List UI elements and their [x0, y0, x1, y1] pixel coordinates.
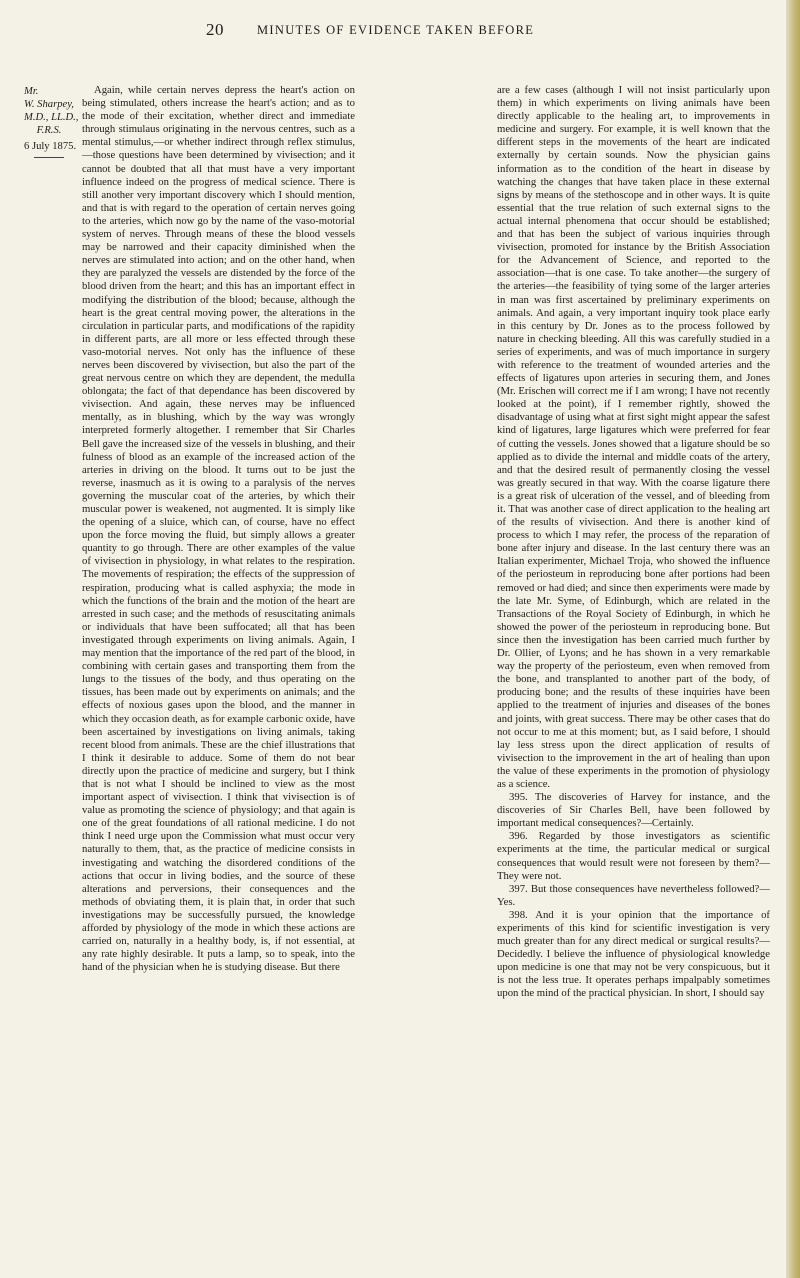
margin-note-line: M.D., LL.D., — [24, 112, 79, 123]
page-edge — [786, 0, 800, 1278]
page-header — [0, 20, 786, 44]
margin-note-line: Mr. — [24, 86, 39, 97]
question-398: 398. And it is your opinion that the importance of experiments of this kind for scientific investigation is very much greater than for any direct medical or surgical results?—Decidedly. I believe the influence of physiological knowledge upon medicine is one that may not be very conspicuous, but it is not the less true. It operates perhaps impalpably sometimes upon the mind of the practical physician. In short, I should say — [497, 908, 770, 1000]
question-397: 397. But those consequences have nevertheless followed?—Yes. — [497, 882, 770, 908]
margin-note — [24, 85, 79, 158]
paragraph: are a few cases (although I will not insist particularly upon them) in which experiments on living animals have been directly applicable to the healing art, to improvements in medicine and surgery. For example, it is well known that the different steps in the movements of the heart are indicated externally by certain sounds. Now the physician gains information as to the condition of the heart in disease by watching the changes that have taken place in these external signs by means of the stethoscope and in other ways. It is quite essential that the true relation of such external signs to the actual internal phenomena that occur should be established; and that has been the subject of various inquiries through vivisection, promoted for instance by the British Association for the Advancement of Science, and reported to the association—that is one case. To take another—the surgery of the arteries—the feasibility of tying some of the larger arteries in man was first ascertained by preliminary experiments on animals. And again, a very important inquiry took place early in this century by Dr. Jones as to the process followed by nature in checking bleeding. All this was carefully studied in a series of experiments, and was of much importance in surgery with reference to the treatment of wounded arteries and the effects of ligatures upon arteries in securing them, and Jones (Mr. Erischen will correct me if I am wrong; I have not recently looked at the point), if I remember rightly, showed the disadvantage of using what at first sight might appear the safest kind of ligatures, large ligatures which were preferred for fear of cutting the vessels. Jones showed that a ligature should be so applied as to divide the internal and middle coats of the artery, and that the desired result of permanently closing the vessel was greatly secured in that way. With the coarse ligature there is a great risk of ulceration of the vessel, and of bleeding from it. That was another case of direct application to the healing art of the results of vivisection. And there is another kind of process to which I may refer, the process of the reparation of bone after injury and disease. In the last century there was an Italian experimenter, Michael Troja, who showed the influence of the periosteum in reproducing bone after portions had been removed or had died; and since then experiments were made by the late Mr. Syme, of Edinburgh, which are related in the Transactions of the Royal Society of Edinburgh, in which he showed the power of the periosteum in reproducing bone. But since then the investigation has been carried much further by Dr. Ollier, of Lyons; and he has shown in a very remarkable way the property of the periosteum, even when removed from the bone, and transplanted to another part of the body, of producing bone; and the results of these inquiries have been applied to the treatment of injuries and diseases of the bones and joints, with great success. There may be other cases that do not occur to me at this moment; but, as I said before, I should lay less stress upon the direct application of results of vivisection to the improvement in the art of healing than upon the value of these experiments in the promotion of physiology as a science. — [497, 84, 770, 790]
question-395: 395. The discoveries of Harvey for instance, and the discoveries of Sir Charles Bell, have been followed by important medical consequences?—Certainly. — [497, 791, 770, 830]
paragraph: Again, while certain nerves depress the heart's action on being stimulated, others increase the heart's action; and as to the mode of their excitation, whether direct and immediate through stimulaus originating in the nervous centres, such as a mental stimulus,—or whether indirect through reflex stimulus,—those questions have been determined by vivisection; and it cannot be doubted that all that must have a very important influence indeed on the progress of medical science. There is still another very important discovery which I should mention, and that is with regard to the operation of certain nerves going to the arteries, which now go by the name of the vaso-motorial system of nerves. Through means of these the blood vessels may be narrowed and their capacity diminished when the nerves are stimulated into action; and on the other hand, when they are paralyzed the vessels are distended by the force of the blood driven from the heart; and this has an important effect in modifying the distribution of the blood; because, although the heart is the great central moving power, the alterations in the circulation in particular parts, and modifications of the rapidity in different parts, are all more or less effected through these vaso-motorial nerves. Not only has the influence of these nerves been discovered by vivisection, but also the part of the great nervous centre on which they are dependent, the medulla oblongata; the fact of that dependance has been discovered by vivisection. And again, these nerves may be influenced mentally, as in blushing, which by the way was wrongly interpreted formerly altogether. I remember that Sir Charles Bell gave the increased size of the vessels in blushing, and their fulness of blood as an example of the increased action of the arteries in driving on the blood. It turns out to be just the reverse, inasmuch as it is owing to a paralysis of the nerves governing the muscular coat of the arteries, by which their muscular power is weakened, not augmented. It is simply like the opening of a sluice, which can, of course, have no effect upon the force moving the fluid, but simply allows a greater quantity to go through. There are other examples of the value of vivisection in physiology, in what relates to the respiration. The movements of respiration; the effects of the suppression of respiration, producing what is called asphyxia; the mode in which the functions of the brain and the motion of the heart are arrested in such case; and the methods of resuscitating animals or individuals that have been suffocated; all that has been investigated through experiments on living animals. Again, I may mention that the importance of the red part of the blood, in combining with certain gases and transporting them from the lungs to the tissues of the body, and thus operating on the tissues, has been made out by experiments on animals; and the effects of noxious gases upon the blood, and the manner in which they occasion death, as for example carbonic oxide, have been ascertained by investigations on living animals, taking recent blood from animals. These are the chief illustrations that I think it desirable to adduce. Some of them do not bear directly upon the practice of medicine and surgery, but I think that is not what I should be inclined to view as the most important aspect of vivisection. I think that vivisection is of value as promoting the science of physiology; and that again is one of the great foundations of all rational medicine. I do not think I need urge upon the Commission what must occur very naturally to them, that, as the practice of medicine consists in investigating and watching the disordered conditions of the actions that occur in living bodies, and the source of these alterations and perversions, their consequences and the methods of obviating them, it is plain that, in order that such investigations may be successfully pursued, the knowledge afforded by physiology of the mode in which these actions are carried on, naturally in a healthy body, is, if not essential, at any rate highly desirable. It puts a lamp, so to speak, into the hand of the physician when he is studying disease. But there — [82, 84, 355, 974]
right-column — [497, 84, 770, 1001]
margin-note-line: W. Sharpey, — [24, 99, 74, 110]
left-column — [82, 84, 355, 974]
question-396: 396. Regarded by those investigators as scientific experiments at the time, the particular medical or surgical consequences that would result were not foreseen by them?—They were not. — [497, 830, 770, 882]
margin-note-line: F.R.S. — [36, 125, 62, 136]
running-head: MINUTES OF EVIDENCE TAKEN BEFORE — [257, 23, 535, 37]
page-number: 20 — [206, 20, 224, 39]
margin-note-date: 6 July 1875. — [24, 141, 77, 152]
margin-rule — [34, 157, 64, 158]
